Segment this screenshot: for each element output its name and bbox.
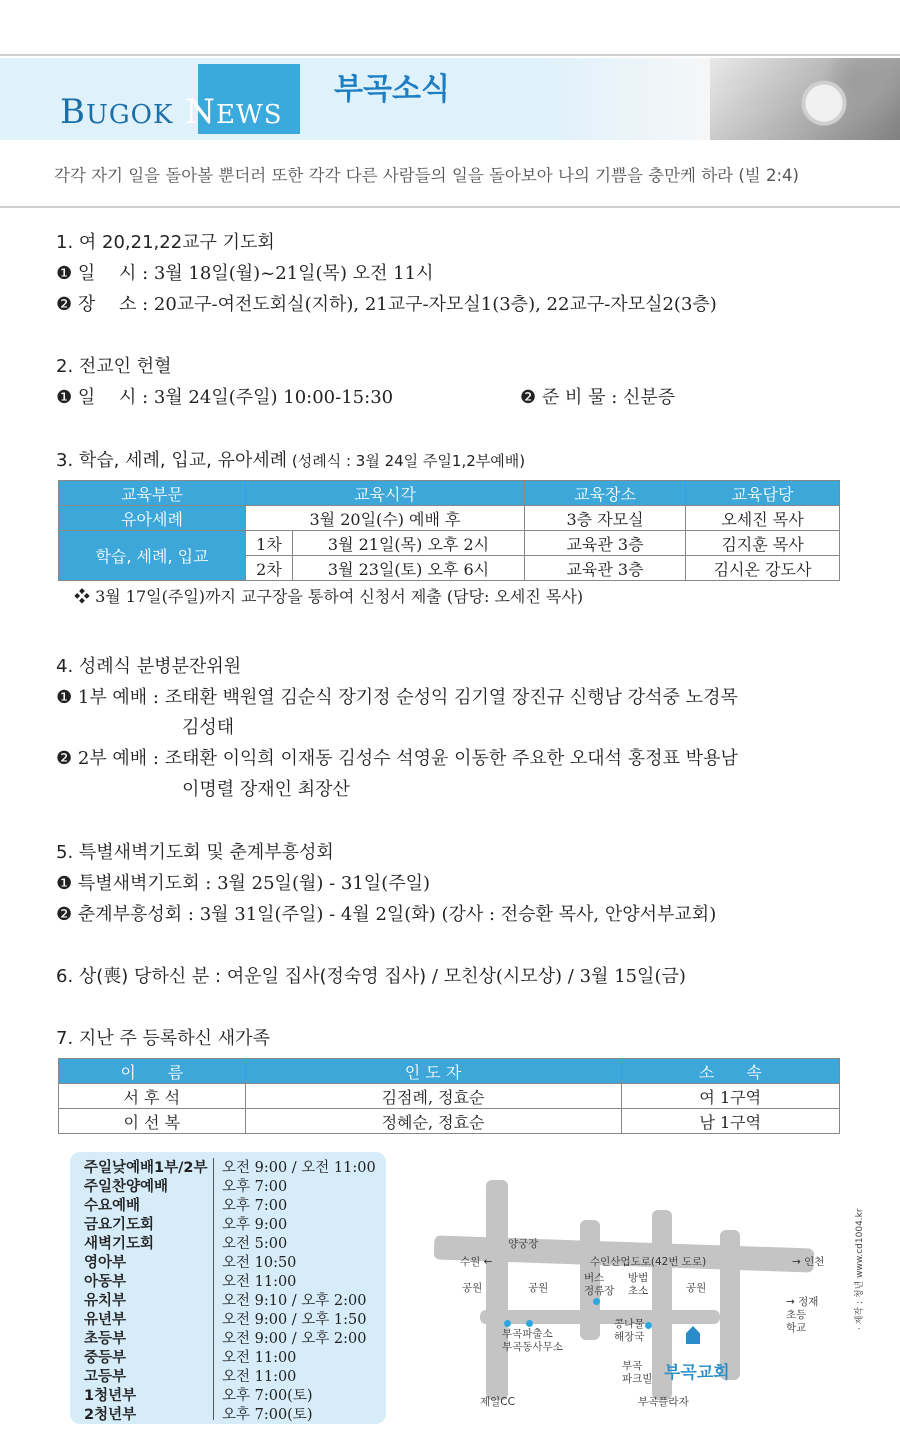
schedule-row: 중등부 오전 11:00 (84, 1350, 297, 1366)
map-label-park: 공원 (528, 1282, 549, 1294)
office-marker (526, 1320, 533, 1327)
map-label-suwon: 수원 ← (460, 1256, 493, 1268)
col-header: 교육시각 (246, 481, 525, 506)
section-6-heading: 6. 상(喪) 당하신 분 : 여운일 집사(정숙영 집사) / 모친상(시모상) / 3월 15일(금) (56, 966, 686, 987)
schedule-row: 1청년부 오후 7:00(토) (84, 1388, 313, 1404)
section-4-line-1: ❶ 1부 예배 : 조태환 백원열 김순식 장기정 순성익 김기열 장진규 신행남 강석중 노경목 (56, 687, 738, 708)
section-2-line-1: ❶ 일 시 : 3월 24일(주일) 10:00-15:30 (56, 387, 394, 408)
restaurant-marker (645, 1322, 652, 1329)
new-family-table (58, 1058, 840, 1134)
section-4-line-2: ❷ 2부 예배 : 조태환 이익희 이재동 김성수 석영윤 이동한 주요한 오대석 홍정표 박용남 (56, 748, 738, 769)
section-2-line-2: ❷ 준 비 물 : 신분증 (520, 387, 676, 408)
schedule-row: 2청년부 오후 7:00(토) (84, 1407, 313, 1423)
section-4-heading: 4. 성례식 분병분잔위원 (56, 656, 242, 677)
schedule-row: 새벽기도회 오전 5:00 (84, 1236, 288, 1252)
table-row: 유아세례 3월 20일(수) 예배 후 3층 자모실 오세진 목사 (59, 506, 840, 531)
map-label-police-box: 방범 초소 (628, 1272, 649, 1297)
section-2-heading: 2. 전교인 헌혈 (56, 356, 172, 377)
schedule-row: 초등부 오전 9:00 / 오후 2:00 (84, 1331, 367, 1347)
schedule-row: 영아부 오전 10:50 (84, 1255, 297, 1271)
schedule-divider (213, 1158, 214, 1420)
col-header: 교육담당 (686, 481, 840, 506)
table-row: 서 후 석 김점례, 정효순 여 1구역 (59, 1084, 840, 1109)
map-label-parkville: 부곡 파크빌 (622, 1360, 653, 1385)
map-label-park: 공원 (462, 1282, 483, 1294)
table-row: 2차 3월 23일(토) 오후 6시 교육관 3층 김시온 강도사 (59, 556, 840, 581)
section-5-line-1: ❶ 특별새벽기도회 : 3월 25일(월) - 31일(주일) (56, 873, 431, 894)
road-west (486, 1180, 508, 1400)
map-label-road: 수인산업도로(42번 도로) (590, 1256, 707, 1268)
section-3-note: ❖ 3월 17일(주일)까지 교구장을 통하여 신청서 제출 (담당: 오세진 목사) (74, 587, 584, 606)
schedule-row: 금요기도회 오후 9:00 (84, 1217, 288, 1233)
map-credit: · 제작 : 청년 www.cd1004.kr (855, 1208, 865, 1330)
col-header: 소 속 (621, 1059, 840, 1084)
table-row: 이 선 복 정혜순, 정효순 남 1구역 (59, 1109, 840, 1134)
schedule-row: 주일낮예배1부/2부 오전 9:00 / 오전 11:00 (84, 1160, 376, 1176)
col-header: 교육장소 (525, 481, 686, 506)
bible-verse: 각각 자기 일을 돌아볼 뿐더러 또한 각각 다른 사람들의 일을 돌아보아 나의 기쁨을 충만케 하라 (빌 2:4) (54, 166, 799, 185)
col-header: 교육부문 (59, 481, 246, 506)
map-label-park: 공원 (686, 1282, 707, 1294)
bugok-news-logo: BUGOK NEWS (60, 92, 283, 132)
map-label-jeongjae-school: → 정재 초등 학교 (786, 1296, 819, 1334)
schedule-row: 아동부 오전 11:00 (84, 1274, 297, 1290)
map-label-church: 부곡교회 (664, 1363, 730, 1383)
section-3-heading: 3. 학습, 세례, 입교, 유아세례 (성례식 : 3월 24일 주일1,2부예배) (56, 450, 526, 471)
map-label-plaza: 부곡플라자 (638, 1396, 689, 1408)
schedule-row: 유년부 오전 9:00 / 오후 1:50 (84, 1312, 367, 1328)
schedule-row: 수요예배 오후 7:00 (84, 1198, 288, 1214)
header-decoration-image (710, 58, 900, 140)
section-7-heading: 7. 지난 주 등록하신 새가족 (56, 1028, 270, 1049)
map-label-bus-stop: 버스 정류장 (584, 1272, 615, 1297)
police-marker (504, 1320, 511, 1327)
schedule-row: 유치부 오전 9:10 / 오후 2:00 (84, 1293, 367, 1309)
worship-schedule (70, 1152, 386, 1424)
education-table (58, 480, 840, 581)
schedule-row: 고등부 오전 11:00 (84, 1369, 297, 1385)
col-header: 인 도 자 (245, 1059, 621, 1084)
map-label-jeil-cc: 제일CC (480, 1396, 515, 1408)
road-lower (480, 1310, 720, 1324)
bible-verse-bar (0, 150, 900, 208)
section-1-line-2: ❷ 장 소 : 20교구-여전도회실(지하), 21교구-자모실1(3층), 22교구-자모실2(3층) (56, 294, 717, 315)
schedule-row: 주일찬양예배 오후 7:00 (84, 1179, 288, 1195)
table-row: 학습, 세례, 입교 1차 3월 21일(목) 오후 2시 교육관 3층 김지훈 목사 (59, 531, 840, 556)
col-header: 이 름 (59, 1059, 246, 1084)
section-4-line-2b: 이명렬 장재인 최장산 (182, 779, 350, 800)
map-label-incheon: → 인천 (792, 1256, 825, 1268)
section-1-line-1: ❶ 일 시 : 3월 18일(월)~21일(목) 오전 11시 (56, 263, 434, 284)
map-label-restaurant: 콩나물 해장국 (614, 1318, 645, 1343)
top-rule (0, 54, 900, 56)
map-label-police-office: 부곡파출소 부곡동사무소 (502, 1328, 563, 1353)
section-5-heading: 5. 특별새벽기도회 및 춘계부흥성회 (56, 842, 334, 863)
section-4-line-1b: 김성태 (182, 717, 235, 738)
map-label-yanggung: 양궁장 (508, 1238, 539, 1250)
church-location-map (420, 1160, 860, 1420)
bus-stop-marker (593, 1298, 600, 1305)
church-icon (686, 1326, 700, 1344)
section-1-heading: 1. 여 20,21,22교구 기도회 (56, 232, 275, 253)
page-title: 부곡소식 (334, 72, 450, 107)
section-5-line-2: ❷ 춘계부흥성회 : 3월 31일(주일) - 4월 2일(화) (강사 : 전승환 목사, 안양서부교회) (56, 904, 717, 925)
